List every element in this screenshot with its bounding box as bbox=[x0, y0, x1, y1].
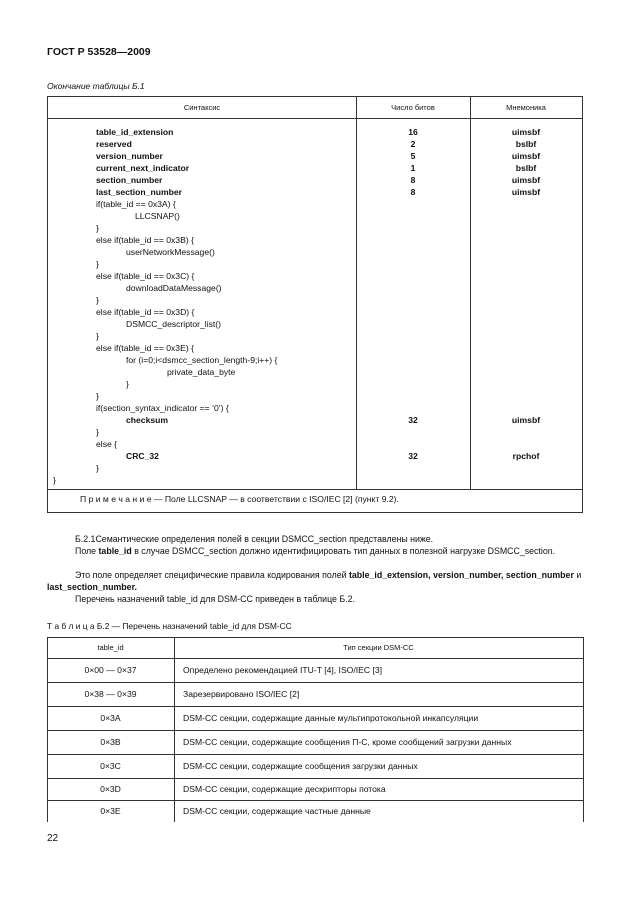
syntax-line: } bbox=[53, 475, 56, 485]
bits-value: 1 bbox=[410, 163, 416, 173]
paragraph bbox=[47, 593, 583, 605]
syntax-line: else if(table_id == 0x3C) { bbox=[96, 271, 195, 281]
row-divider bbox=[47, 637, 584, 638]
table-id-cell: 0×3C bbox=[100, 761, 121, 771]
syntax-line: userNetworkMessage() bbox=[126, 247, 215, 257]
syntax-line: if(section_syntax_indicator == ‘0’) { bbox=[96, 403, 229, 413]
mnemonic-value: uimsbf bbox=[511, 151, 541, 161]
bits-value: 8 bbox=[410, 187, 416, 197]
field-name: table_id bbox=[98, 546, 132, 556]
mnemonic-value: uimsbf bbox=[511, 187, 541, 197]
table-id-cell: 0×38 — 0×39 bbox=[84, 689, 137, 699]
section-type-cell: DSM-CC секции, содержащие дескрипторы потока bbox=[183, 784, 386, 794]
header-bits: Число битов bbox=[391, 103, 435, 112]
syntax-line: DSMCC_descriptor_list() bbox=[126, 319, 222, 329]
syntax-line: } bbox=[96, 223, 99, 233]
row-divider bbox=[47, 658, 584, 659]
row-divider bbox=[47, 800, 584, 801]
paragraph-text: в случае DSMCC_section должно идентифицировать тип данных в полезной нагрузке DSMCC_section. bbox=[131, 546, 556, 556]
col-divider bbox=[356, 97, 357, 490]
row-divider bbox=[47, 706, 584, 707]
syntax-line: LLCSNAP() bbox=[135, 211, 180, 221]
header-syntax: Синтаксис bbox=[183, 103, 221, 112]
table-caption: Т а б л и ц а Б.2 — Перечень назначений table_id для DSM-CC bbox=[47, 621, 292, 631]
syntax-line: version_number bbox=[96, 151, 163, 161]
syntax-line: last_section_number bbox=[96, 187, 182, 197]
syntax-line: CRC_32 bbox=[126, 451, 159, 461]
syntax-line: } bbox=[96, 259, 99, 269]
syntax-line: } bbox=[96, 331, 99, 341]
header-section-type: Тип секции DSM-CC bbox=[343, 643, 414, 652]
page-number: 22 bbox=[47, 833, 59, 844]
syntax-line: if(table_id == 0x3A) { bbox=[96, 199, 176, 209]
syntax-line: for (i=0;i<dsmcc_section_length-9;i++) { bbox=[126, 355, 278, 365]
paragraph-text: Перечень назначений table_id для DSM-CC приведен в таблице Б.2. bbox=[75, 594, 355, 604]
paragraph bbox=[47, 569, 583, 593]
paragraph-text: Б.2.1Семантические определения полей в секции DSMCC_section представлены ниже. bbox=[75, 534, 434, 544]
table-id-cell: 0×00 — 0×37 bbox=[84, 665, 137, 675]
mnemonic-value: uimsbf bbox=[511, 127, 541, 137]
bits-value: 32 bbox=[408, 451, 418, 461]
syntax-line: } bbox=[126, 379, 129, 389]
syntax-line: current_next_indicator bbox=[96, 163, 190, 173]
section-type-cell: Определено рекомендацией ITU-T [4], ISO/IEC [3] bbox=[183, 665, 383, 675]
table-continuation-label: Окончание таблицы Б.1 bbox=[47, 81, 145, 91]
syntax-line: checksum bbox=[126, 415, 169, 425]
bits-value: 2 bbox=[410, 139, 416, 149]
section-type-cell: DSM-CC секции, содержащие данные мультипротокольной инкапсуляции bbox=[183, 713, 479, 723]
section-type-cell: Зарезервировано ISO/IEC [2] bbox=[183, 689, 300, 699]
mnemonic-value: uimsbf bbox=[511, 175, 541, 185]
syntax-line: else if(table_id == 0x3B) { bbox=[96, 235, 194, 245]
table-id-cell: 0×3B bbox=[100, 737, 121, 747]
note-divider bbox=[48, 489, 582, 490]
row-divider bbox=[47, 730, 584, 731]
bits-value: 5 bbox=[410, 151, 416, 161]
field-name: last_section_number. bbox=[47, 582, 137, 592]
row-divider bbox=[47, 682, 584, 683]
syntax-line: } bbox=[96, 391, 99, 401]
paragraph-text: и bbox=[573, 570, 582, 580]
paragraph bbox=[47, 533, 583, 545]
syntax-line: section_number bbox=[96, 175, 163, 185]
syntax-line: } bbox=[96, 427, 99, 437]
header-table-id: table_id bbox=[97, 643, 124, 652]
table-id-cell: 0×3D bbox=[100, 784, 121, 794]
syntax-line: } bbox=[96, 295, 99, 305]
row-divider bbox=[47, 754, 584, 755]
syntax-line: table_id_extension bbox=[96, 127, 174, 137]
syntax-line: private_data_byte bbox=[167, 367, 236, 377]
table-id-table bbox=[47, 637, 584, 822]
col-divider bbox=[174, 637, 175, 822]
bits-value: 8 bbox=[410, 175, 416, 185]
section-type-cell: DSM-CC секции, содержащие сообщения загрузки данных bbox=[183, 761, 418, 771]
col-divider bbox=[583, 637, 584, 822]
bits-value: 16 bbox=[408, 127, 418, 137]
mnemonic-value: rpchof bbox=[512, 451, 540, 461]
mnemonic-value: bslbf bbox=[515, 139, 537, 149]
syntax-line: downloadDataMessage() bbox=[126, 283, 222, 293]
syntax-line: reserved bbox=[96, 139, 132, 149]
paragraph-text: Поле bbox=[75, 546, 99, 556]
row-divider bbox=[47, 778, 584, 779]
table-id-cell: 0×3A bbox=[100, 713, 121, 723]
header-divider bbox=[48, 118, 582, 119]
bits-value: 32 bbox=[408, 415, 418, 425]
paragraph bbox=[47, 545, 583, 557]
syntax-line: else if(table_id == 0x3D) { bbox=[96, 307, 195, 317]
paragraph-text: Это поле определяет специфические правила кодирования полей bbox=[75, 570, 349, 580]
page-header: ГОСТ Р 53528—2009 bbox=[47, 46, 151, 58]
syntax-line: else if(table_id == 0x3E) { bbox=[96, 343, 194, 353]
field-name: table_id_extension, version_number, section_number bbox=[348, 570, 574, 580]
mnemonic-value: bslbf bbox=[515, 163, 537, 173]
syntax-line: } bbox=[96, 463, 99, 473]
section-type-cell: DSM-CC секции, содержащие сообщения П-С, кроме сообщений загрузки данных bbox=[183, 737, 512, 747]
header-mnemonic: Мнемоника bbox=[506, 103, 546, 112]
syntax-table bbox=[47, 96, 583, 513]
section-type-cell: DSM-CC секции, содержащие частные данные bbox=[183, 806, 371, 816]
syntax-line: else { bbox=[96, 439, 118, 449]
mnemonic-value: uimsbf bbox=[511, 415, 541, 425]
table-id-cell: 0×3E bbox=[100, 806, 121, 816]
table-note: П р и м е ч а н и е — Поле LLCSNAP — в соответствии с ISO/IEC [2] (пункт 9.2). bbox=[80, 494, 399, 504]
